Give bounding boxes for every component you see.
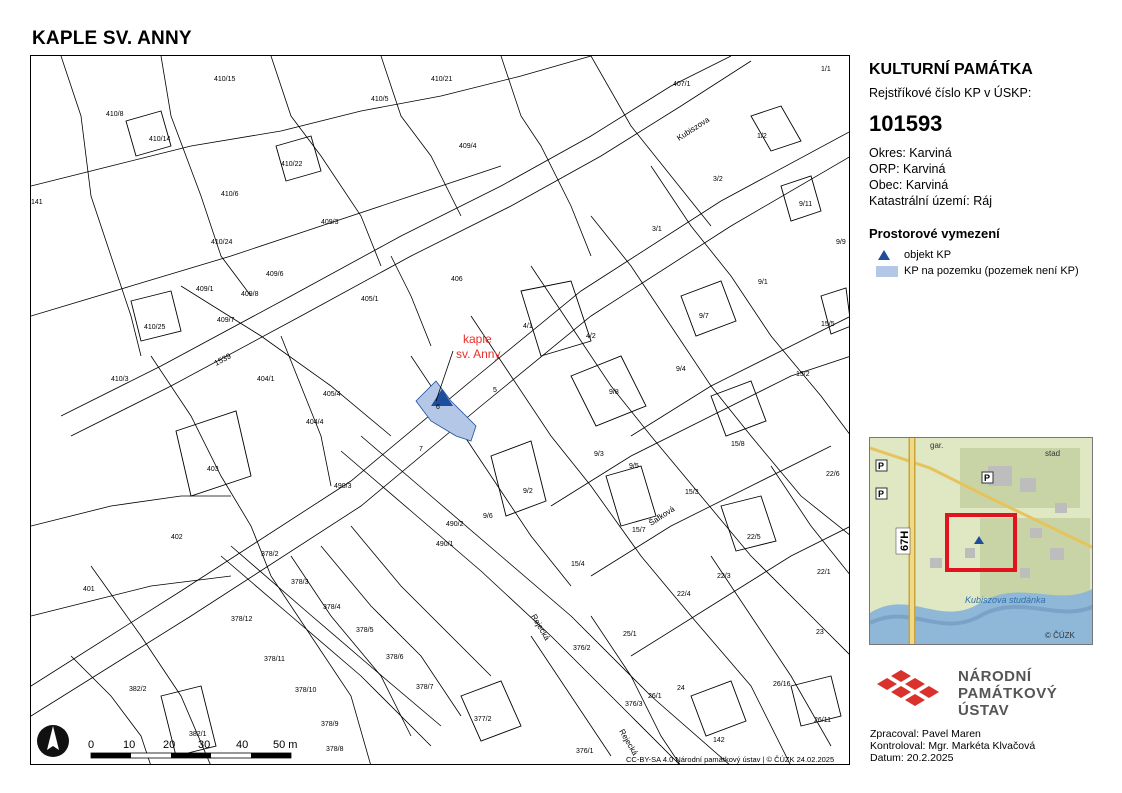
parcel-label: 409/6	[266, 271, 284, 278]
registry-number: 101593	[869, 111, 943, 136]
parcel-label: 410/3	[111, 376, 129, 383]
overview-map[interactable]	[869, 437, 1093, 645]
parcel-label: 9/5	[629, 463, 639, 470]
overview-spring-label: Kubiszova studánka	[965, 595, 1046, 605]
parcel-label: 7	[419, 446, 423, 453]
scale-label: 20	[163, 739, 176, 751]
parcel-label: 409/7	[217, 317, 235, 324]
parcel-label: 376/3	[625, 701, 643, 708]
parcel-label: 410/21	[431, 76, 453, 83]
parcel-label: 9/4	[676, 366, 686, 373]
parcel-label: 15/3	[685, 489, 699, 496]
parcel-label: 4/1	[523, 323, 533, 330]
parcel-label: 410/24	[211, 239, 233, 246]
parcel-label: 410/5	[371, 96, 389, 103]
parcel-label: 405/1	[361, 296, 379, 303]
parcel-label: 9/7	[699, 313, 709, 320]
parking-icon: P	[984, 473, 991, 483]
parcel-label: 26/1	[648, 693, 662, 700]
parcel-label: 9/1	[758, 279, 768, 286]
scale-label: 0	[88, 739, 95, 751]
parcel-label: 410/22	[281, 161, 303, 168]
parcel-label: 377/2	[474, 716, 492, 723]
parcel-label: 378/8	[326, 746, 344, 753]
parcel-label: 142	[713, 737, 725, 744]
parcel-label: 22/3	[717, 573, 731, 580]
scale-label: 50 m	[273, 739, 298, 751]
parcel-label: 410/6	[221, 191, 239, 198]
parking-icon: P	[878, 461, 885, 471]
street-label-kubiszova: Kubiszova	[675, 115, 712, 143]
parcel-label: 22/1	[817, 569, 831, 576]
parcel-label: 4/2	[586, 333, 596, 340]
legend-item-parcel	[876, 265, 1079, 277]
parcel-label: 410/15	[214, 76, 236, 83]
parcel-label: 410/8	[106, 111, 124, 118]
parcel-label: 409/8	[241, 291, 259, 298]
parcel-label: 1/2	[757, 133, 767, 140]
chapel-parcel-highlight	[416, 381, 476, 441]
parcel-label: 403	[207, 466, 219, 473]
parcel-label: 378/7	[416, 684, 434, 691]
parcel-label: 9/2	[523, 488, 533, 495]
npu-logo-text	[958, 668, 1057, 719]
parcel-label: 141	[31, 199, 43, 206]
parcel-label: 26/11	[814, 717, 831, 724]
legend-item-object	[876, 249, 951, 261]
parcel-label: 376/1	[576, 748, 594, 755]
parcel-label: 23	[816, 629, 824, 636]
parcel-label: 9/9	[836, 239, 846, 246]
parcel-label: 382/2	[129, 686, 147, 693]
overview-stad-label: stad	[1045, 449, 1061, 458]
author-credit: Zpracoval: Pavel Maren	[870, 728, 981, 740]
parcel-label: 25/1	[623, 631, 637, 638]
cadastral-map[interactable]	[30, 55, 850, 765]
npu-logo-icon	[869, 670, 949, 710]
parcel-label: 406	[451, 276, 463, 283]
street-label-safkova: Šafková	[647, 504, 677, 528]
logo-line: NÁRODNÍ	[958, 668, 1032, 685]
parcel-label: 401	[83, 586, 95, 593]
parcel-label: 3/1	[652, 226, 662, 233]
parcel-label: 26/16	[773, 681, 791, 688]
overview-map-canvas	[870, 438, 1093, 645]
map-copyright: CC-BY-SA 4.0 Národní památkový ústav | © ČÚZK 24.02.2025	[626, 755, 835, 764]
parcel-label: 382/1	[189, 731, 207, 738]
street-label-rejecka-2: Rejecká	[617, 727, 640, 758]
parcel-label: 378/3	[291, 579, 309, 586]
scale-label: 40	[236, 739, 249, 751]
parcel-label: 410/14	[149, 136, 171, 143]
parcel-label: 9/8	[609, 389, 619, 396]
north-arrow-icon	[37, 725, 69, 757]
parcel-label: 407/1	[673, 81, 691, 88]
cadastral-area-text: Katastrální území: Ráj	[869, 194, 992, 208]
street-label-rejecka: Rejecká	[529, 612, 552, 643]
parcel-label: 22/4	[677, 591, 691, 598]
parcel-label: 378/9	[321, 721, 339, 728]
parcel-label: 490/2	[446, 521, 464, 528]
parcel-label: 378/10	[295, 687, 317, 694]
district-text: Okres: Karviná	[869, 146, 952, 160]
map-title: KAPLE SV. ANNY	[32, 28, 192, 49]
parcel-label: 378/12	[231, 616, 253, 623]
scale-bar	[91, 753, 291, 758]
parcel-label: 490/1	[436, 541, 454, 548]
legend-swatch	[876, 266, 898, 277]
parcel-label: 378/4	[323, 604, 341, 611]
scale-label: 30	[198, 739, 211, 751]
legend-title: Prostorové vymezení	[869, 226, 1000, 241]
parcel-label: 378/6	[386, 654, 404, 661]
parcel-label: 410/25	[144, 324, 166, 331]
parcel-label: 404/4	[306, 419, 324, 426]
orp-text: ORP: Karviná	[869, 162, 946, 176]
chapel-annotation-line1: kaple	[463, 332, 492, 346]
parcel-label: 405/4	[323, 391, 341, 398]
parcel-label: 376/2	[573, 645, 591, 652]
parcel-label: 378/5	[356, 627, 374, 634]
parcel-label: 409/1	[196, 286, 214, 293]
parcel-label: 1/1	[821, 66, 831, 73]
parking-icon: P	[878, 489, 885, 499]
registry-label: Rejstříkové číslo KP v ÚSKP:	[869, 86, 1032, 100]
parcel-label: 404/1	[257, 376, 275, 383]
parcel-label: 378/11	[264, 656, 285, 663]
kp-heading: KULTURNÍ PAMÁTKA	[869, 61, 1033, 78]
parcel-label: 15/5	[821, 321, 835, 328]
parcel-label: 378/2	[261, 551, 279, 558]
triangle-icon	[878, 250, 890, 260]
cadastral-map-canvas	[31, 56, 850, 765]
date-credit: Datum: 20.2.2025	[870, 752, 954, 764]
legend-item-label: KP na pozemku (pozemek není KP)	[904, 265, 1079, 277]
parcel-label: 15/8	[731, 441, 745, 448]
npu-logo	[869, 670, 949, 715]
parcel-label: 9/6	[483, 513, 493, 520]
street-label-1539: 1539	[212, 351, 233, 368]
parcel-label: 24	[677, 685, 685, 692]
parcel-label: 6	[436, 404, 440, 411]
checker-credit: Kontroloval: Mgr. Markéta Klvačová	[870, 740, 1036, 752]
parcel-label: 15/4	[571, 561, 585, 568]
parcel-label: 22/6	[826, 471, 840, 478]
parcel-label: 409/3	[321, 219, 339, 226]
chapel-annotation-line2: sv. Anny	[456, 347, 501, 361]
legend-item-label: objekt KP	[904, 249, 952, 261]
parcel-label: 490/3	[334, 483, 352, 490]
parcel-label: 15/7	[632, 527, 646, 534]
overview-road-label: 67H	[899, 530, 911, 551]
overview-gar-label: gar.	[930, 441, 944, 450]
parcel-label: 3/2	[713, 176, 723, 183]
parcel-label: 22/5	[747, 534, 761, 541]
logo-line: PAMÁTKOVÝ	[958, 685, 1058, 702]
scale-label: 10	[123, 739, 136, 751]
overview-copyright: © ČÚZK	[1045, 631, 1075, 640]
parcel-label: 5	[493, 387, 497, 394]
parcel-label: 9/3	[594, 451, 604, 458]
parcel-label: 402	[171, 534, 183, 541]
parcel-label: 9/11	[799, 201, 813, 208]
logo-line: ÚSTAV	[958, 702, 1010, 719]
parcel-label: 15/2	[796, 371, 810, 378]
municipality-text: Obec: Karviná	[869, 178, 949, 192]
parcel-label: 409/4	[459, 143, 477, 150]
